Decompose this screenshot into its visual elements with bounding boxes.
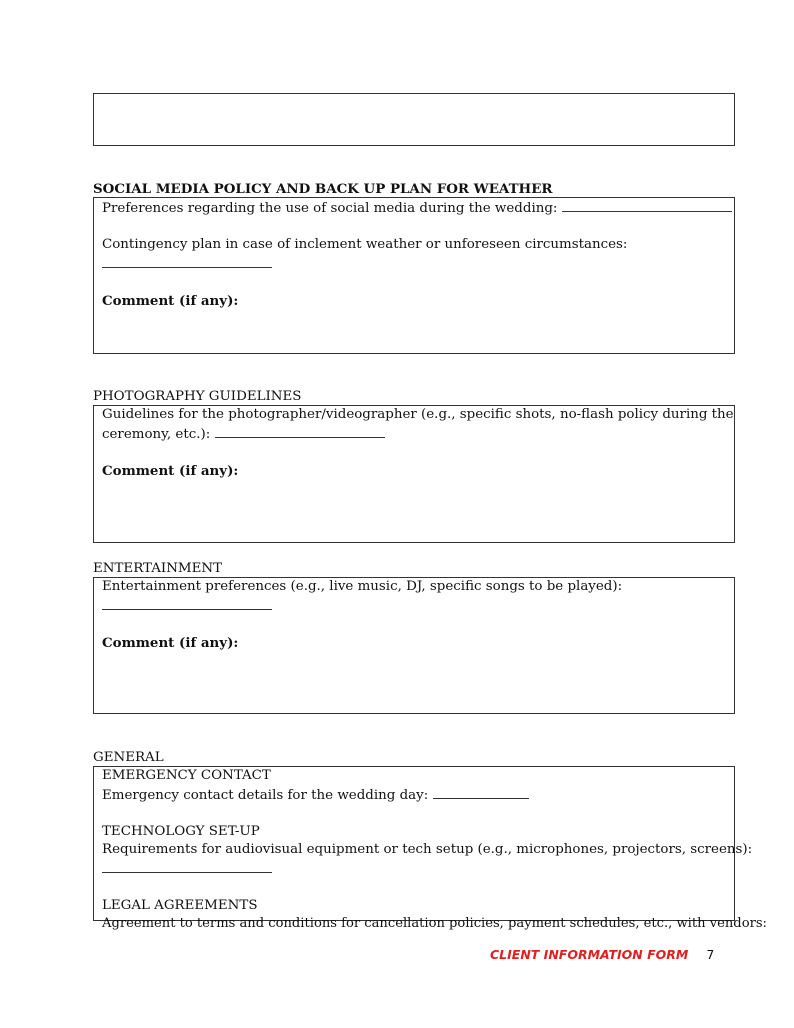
social-media-box [93, 197, 735, 354]
entertainment-comment-label: Comment (if any): [102, 635, 239, 651]
photography-question-text: ceremony, etc.): [102, 427, 211, 442]
emergency-contact-title: EMERGENCY CONTACT [102, 768, 271, 783]
footer-page-number: 7 [706, 947, 715, 962]
technology-setup-title: TECHNOLOGY SET-UP [102, 824, 260, 839]
photography-box [93, 405, 735, 543]
entertainment-answer-line[interactable] [102, 596, 272, 610]
legal-agreements-title: LEGAL AGREEMENTS [102, 898, 258, 913]
weather-plan-question: Contingency plan in case of inclement weather or unforeseen circumstances: [102, 237, 628, 252]
social-media-answer-line[interactable] [562, 198, 732, 212]
technology-setup-answer-line[interactable] [102, 859, 272, 873]
social-media-question [102, 198, 726, 218]
general-box [93, 766, 767, 931]
weather-plan-answer-line[interactable] [102, 254, 272, 268]
entertainment-box [93, 577, 735, 714]
footer-form-title: CLIENT INFORMATION FORM [490, 947, 689, 962]
social-comment-label: Comment (if any): [102, 293, 239, 309]
emergency-contact-question-text: Emergency contact details for the wedding day: [102, 788, 429, 803]
photography-question-line2 [102, 424, 726, 444]
emergency-contact-question [102, 785, 726, 805]
social-media-heading: SOCIAL MEDIA POLICY AND BACK UP PLAN FOR WEATHER [93, 181, 553, 197]
entertainment-heading: ENTERTAINMENT [93, 561, 223, 576]
technology-setup-question: Requirements for audiovisual equipment or tech setup (e.g., microphones, projectors, screens): [102, 842, 753, 857]
legal-agreements-question: Agreement to terms and conditions for cancellation policies, payment schedules, etc., with vendors: [102, 916, 767, 931]
photography-comment-label: Comment (if any): [102, 463, 239, 479]
page-footer [490, 946, 714, 964]
photography-question-line1: Guidelines for the photographer/videographer (e.g., specific shots, no-flash policy during the [102, 407, 734, 422]
social-media-question-text: Preferences regarding the use of social media during the wedding: [102, 201, 558, 216]
top-empty-box[interactable] [93, 93, 735, 146]
photography-answer-line[interactable] [215, 424, 385, 438]
photography-heading: PHOTOGRAPHY GUIDELINES [93, 389, 302, 404]
emergency-contact-answer-line[interactable] [433, 785, 529, 799]
general-heading: GENERAL [93, 750, 164, 765]
entertainment-question: Entertainment preferences (e.g., live music, DJ, specific songs to be played): [102, 579, 623, 594]
